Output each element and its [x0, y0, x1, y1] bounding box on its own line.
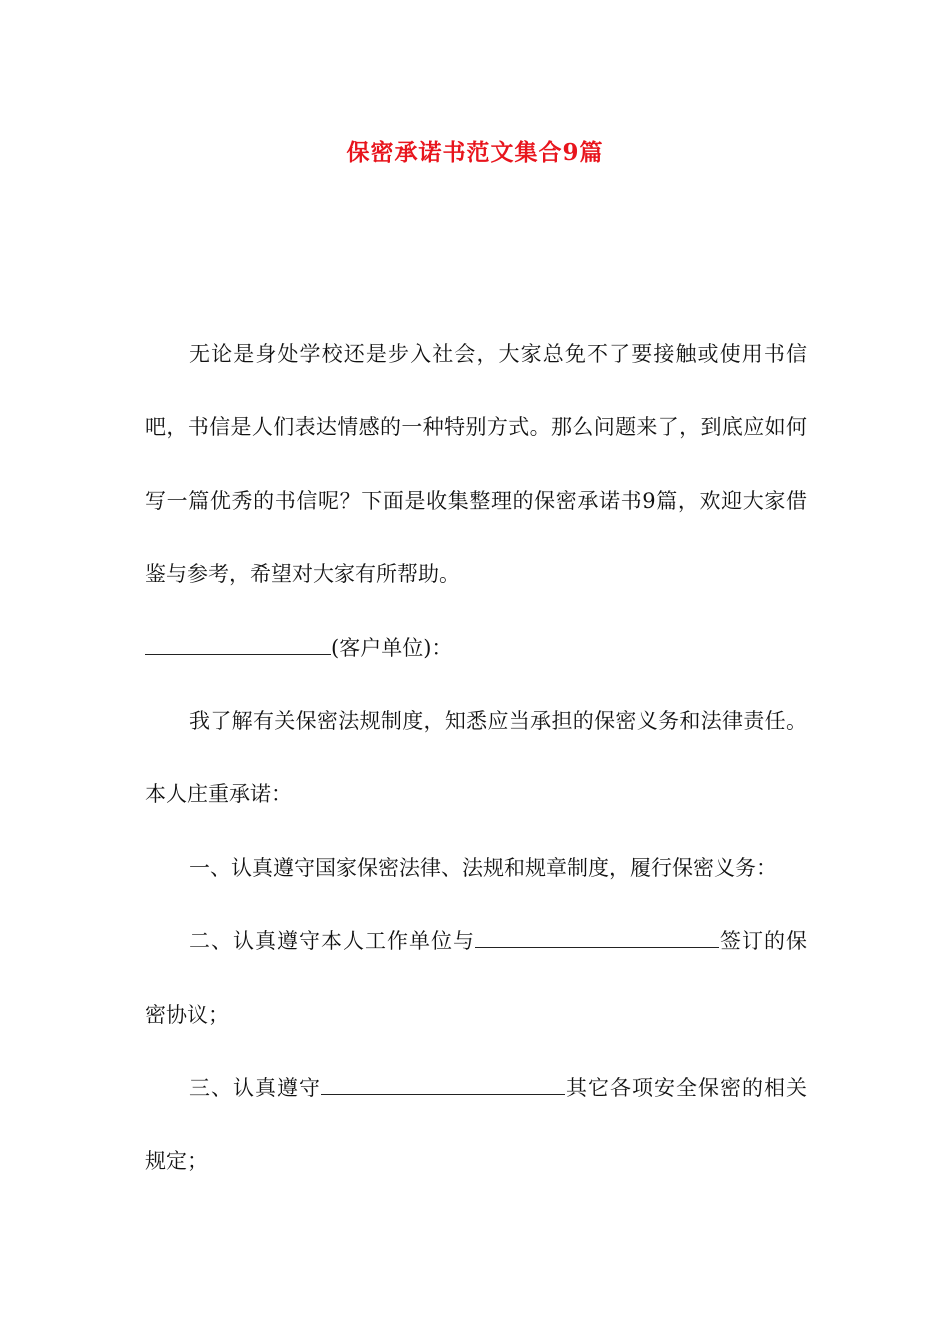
commitment-item-1: 一、认真遵守国家保密法律、法规和规章制度，履行保密义务：	[189, 855, 777, 880]
item-2-prefix: 二、认真遵守本人工作单位与	[189, 929, 475, 954]
statement-paragraph: 我了解有关保密法规制度，知悉应当承担的保密义务和法律责任。本人庄重承诺：	[145, 709, 807, 807]
intro-paragraph: 无论是身处学校还是步入社会，大家总免不了要接触或使用书信吧，书信是人们表达情感的一种特别方式。那么问题来了，到底应如何写一篇优秀的书信呢？下面是收集整理的保密承诺书9篇，欢迎大家借鉴与参考，希望对大家有所帮助。	[145, 342, 807, 587]
item-2-suffix: 签订的保密协议；	[145, 929, 807, 1027]
commitment-item-2	[145, 905, 807, 1052]
addressee-suffix: (客户单位)：	[331, 635, 453, 660]
client-name-blank[interactable]	[145, 636, 331, 655]
item-3-prefix: 三、认真遵守	[189, 1076, 321, 1101]
rules-owner-blank[interactable]	[321, 1076, 565, 1095]
document-title: 保密承诺书范文集合9篇	[346, 139, 604, 166]
document-body	[145, 318, 807, 1199]
agreement-party-blank[interactable]	[475, 929, 719, 948]
commitment-item-3	[145, 1052, 807, 1199]
item-3-suffix: 其它各项安全保密的相关规定；	[145, 1076, 807, 1174]
addressee-line	[145, 612, 807, 685]
